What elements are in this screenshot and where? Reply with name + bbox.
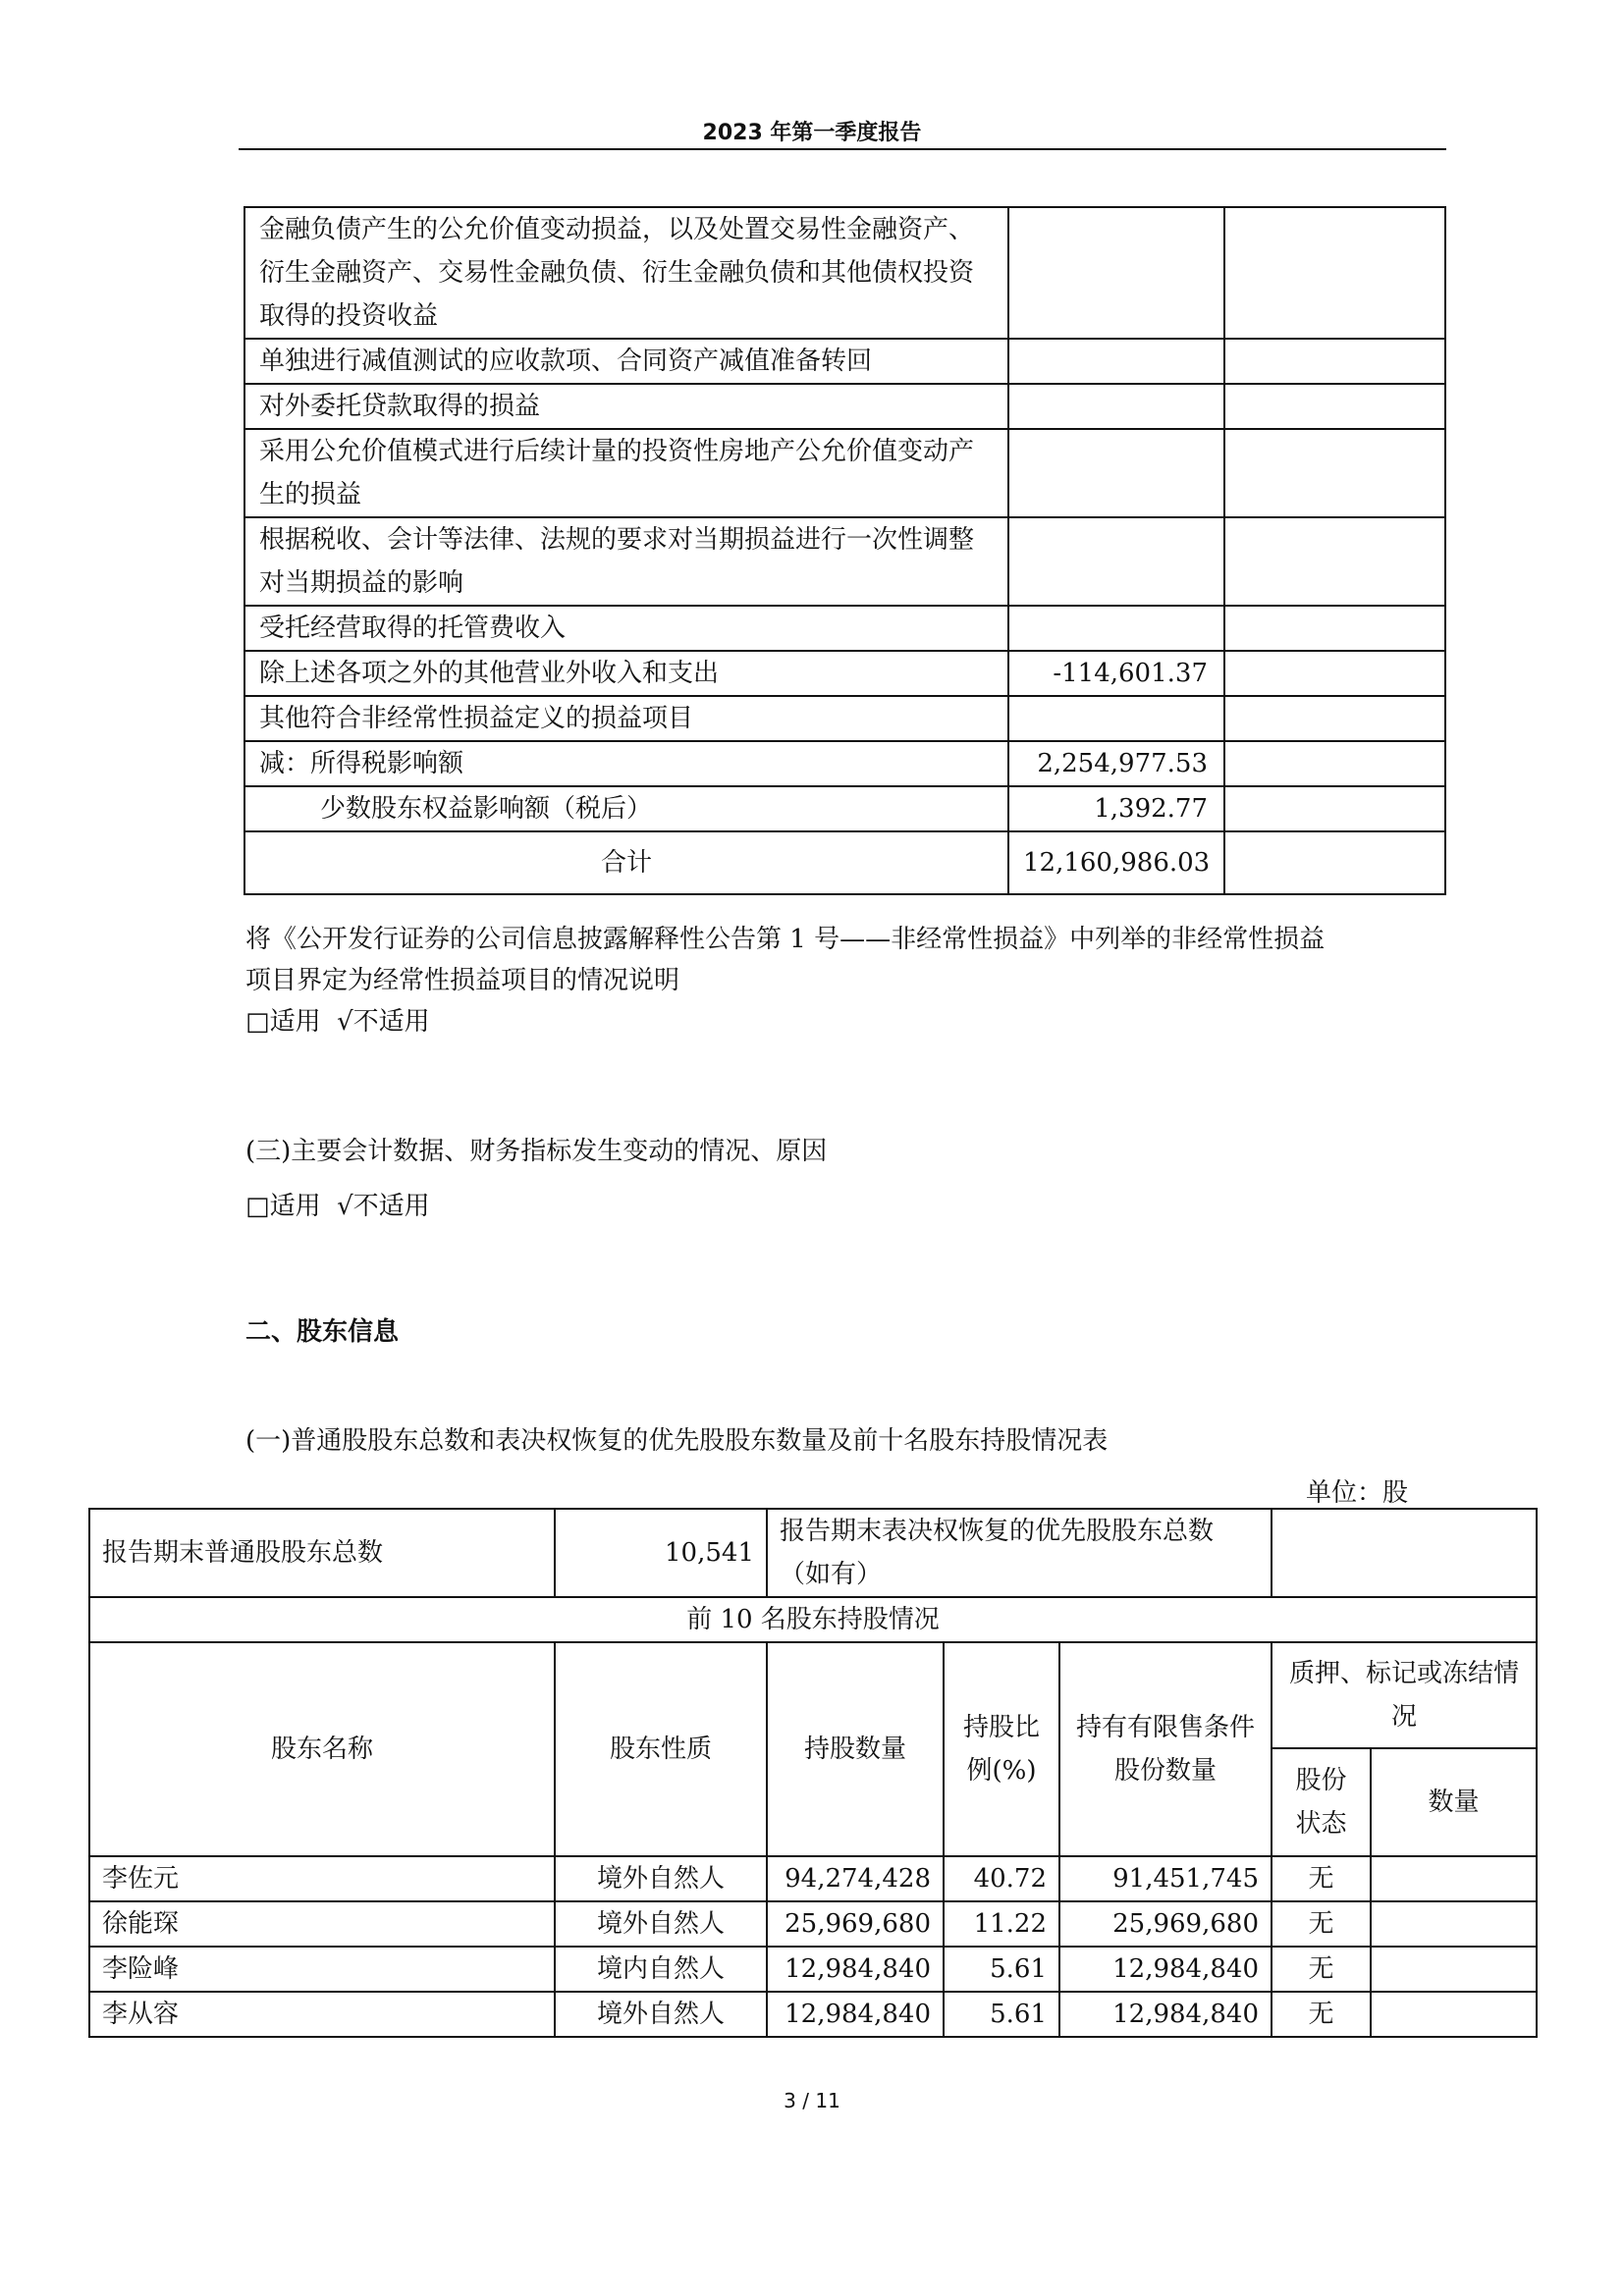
holder-shares: 94,274,428	[767, 1856, 944, 1901]
total-note	[1224, 831, 1445, 894]
section-heading-3: (三)主要会计数据、财务指标发生变动的情况、原因	[245, 1137, 828, 1166]
col-header-qty: 数量	[1371, 1748, 1537, 1856]
item-label: 其他符合非经常性损益定义的损益项目	[244, 696, 1008, 741]
table-row	[89, 1509, 1537, 1597]
holder-status: 无	[1272, 1992, 1371, 2037]
item-label: 除上述各项之外的其他营业外收入和支出	[244, 651, 1008, 696]
item-label: 少数股东权益影响额（税后）	[244, 786, 1008, 831]
total-label: 合计	[244, 831, 1008, 894]
holder-nature: 境外自然人	[555, 1901, 767, 1947]
table-row	[244, 786, 1445, 831]
holder-ratio: 5.61	[944, 1992, 1059, 2037]
table-row	[244, 339, 1445, 384]
item-note	[1224, 651, 1445, 696]
item-amount	[1008, 517, 1224, 606]
item-amount: -114,601.37	[1008, 651, 1224, 696]
table-row	[89, 1992, 1537, 2037]
item-label: 根据税收、会计等法律、法规的要求对当期损益进行一次性调整对当期损益的影响	[244, 517, 1008, 606]
table-row	[244, 651, 1445, 696]
item-note	[1224, 741, 1445, 786]
item-amount	[1008, 384, 1224, 429]
item-note	[1224, 429, 1445, 517]
item-amount	[1008, 429, 1224, 517]
holder-shares: 12,984,840	[767, 1947, 944, 1992]
holder-status: 无	[1272, 1901, 1371, 1947]
unit-label: 单位：股	[1306, 1478, 1409, 1508]
non-recurring-items-table	[244, 206, 1446, 895]
item-note	[1224, 696, 1445, 741]
holder-restricted: 12,984,840	[1059, 1947, 1272, 1992]
holder-nature: 境外自然人	[555, 1992, 767, 2037]
total-amount: 12,160,986.03	[1008, 831, 1224, 894]
holder-qty	[1371, 1901, 1537, 1947]
explanation-line-2: 项目界定为经常性损益项目的情况说明	[245, 966, 680, 995]
col-header-pledge: 质押、标记或冻结情况	[1272, 1642, 1537, 1748]
item-label: 减：所得税影响额	[244, 741, 1008, 786]
item-amount	[1008, 696, 1224, 741]
table-row	[89, 1597, 1537, 1642]
table-row	[244, 741, 1445, 786]
holder-qty	[1371, 1947, 1537, 1992]
holder-ratio: 5.61	[944, 1947, 1059, 1992]
item-label: 受托经营取得的托管费收入	[244, 606, 1008, 651]
page-header-title: 2023 年第一季度报告	[702, 121, 922, 145]
table-row-total	[244, 831, 1445, 894]
holder-nature: 境内自然人	[555, 1947, 767, 1992]
page-number: 3 / 11	[784, 2089, 840, 2112]
item-note	[1224, 339, 1445, 384]
table-row	[244, 207, 1445, 339]
holder-ratio: 11.22	[944, 1901, 1059, 1947]
total-holders-label: 报告期末普通股股东总数	[89, 1509, 555, 1597]
item-amount: 1,392.77	[1008, 786, 1224, 831]
item-label: 单独进行减值测试的应收款项、合同资产减值准备转回	[244, 339, 1008, 384]
col-header-ratio: 持股比例(%)	[944, 1642, 1059, 1856]
table-row	[89, 1856, 1537, 1901]
explanation-line-1: 将《公开发行证券的公司信息披露解释性公告第 1 号——非经常性损益》中列举的非经常性损益	[245, 925, 1326, 954]
table-row	[244, 696, 1445, 741]
subsection-heading: (一)普通股股东总数和表决权恢复的优先股股东数量及前十名股东持股情况表	[245, 1426, 1109, 1456]
holder-status: 无	[1272, 1856, 1371, 1901]
holder-name: 李险峰	[89, 1947, 555, 1992]
holder-shares: 25,969,680	[767, 1901, 944, 1947]
item-amount	[1008, 339, 1224, 384]
holder-restricted: 25,969,680	[1059, 1901, 1272, 1947]
holder-status: 无	[1272, 1947, 1371, 1992]
col-header-restricted: 持有有限售条件股份数量	[1059, 1642, 1272, 1856]
holder-nature: 境外自然人	[555, 1856, 767, 1901]
holder-name: 李佐元	[89, 1856, 555, 1901]
table-row	[89, 1947, 1537, 1992]
item-label: 采用公允价值模式进行后续计量的投资性房地产公允价值变动产生的损益	[244, 429, 1008, 517]
holder-qty	[1371, 1992, 1537, 2037]
section-heading-shareholders: 二、股东信息	[245, 1317, 400, 1347]
applicability-status: □适用 √不适用	[245, 1007, 430, 1037]
item-amount: 2,254,977.53	[1008, 741, 1224, 786]
item-note	[1224, 384, 1445, 429]
col-header-shares: 持股数量	[767, 1642, 944, 1856]
item-note	[1224, 207, 1445, 339]
table-row	[244, 429, 1445, 517]
col-header-status: 股份状态	[1272, 1748, 1371, 1856]
holder-shares: 12,984,840	[767, 1992, 944, 2037]
item-note	[1224, 517, 1445, 606]
item-label: 对外委托贷款取得的损益	[244, 384, 1008, 429]
holder-name: 李从容	[89, 1992, 555, 2037]
table-row	[244, 384, 1445, 429]
holder-restricted: 91,451,745	[1059, 1856, 1272, 1901]
preferred-holders-label: 报告期末表决权恢复的优先股股东总数（如有）	[767, 1509, 1272, 1597]
header-divider	[239, 148, 1446, 150]
applicability-status: □适用 √不适用	[245, 1192, 430, 1221]
holder-name: 徐能琛	[89, 1901, 555, 1947]
table-row	[244, 517, 1445, 606]
item-label: 金融负债产生的公允价值变动损益，以及处置交易性金融资产、衍生金融资产、交易性金融负债、衍生金融负债和其他债权投资取得的投资收益	[244, 207, 1008, 339]
holder-ratio: 40.72	[944, 1856, 1059, 1901]
item-note	[1224, 606, 1445, 651]
item-amount	[1008, 606, 1224, 651]
col-header-name: 股东名称	[89, 1642, 555, 1856]
total-holders-value: 10,541	[555, 1509, 767, 1597]
item-note	[1224, 786, 1445, 831]
col-header-nature: 股东性质	[555, 1642, 767, 1856]
item-amount	[1008, 207, 1224, 339]
table-row	[244, 606, 1445, 651]
top10-title: 前 10 名股东持股情况	[89, 1597, 1537, 1642]
shareholders-table	[88, 1508, 1538, 2038]
holder-restricted: 12,984,840	[1059, 1992, 1272, 2037]
table-row	[89, 1901, 1537, 1947]
preferred-holders-value	[1272, 1509, 1537, 1597]
holder-qty	[1371, 1856, 1537, 1901]
table-header-row	[89, 1642, 1537, 1748]
